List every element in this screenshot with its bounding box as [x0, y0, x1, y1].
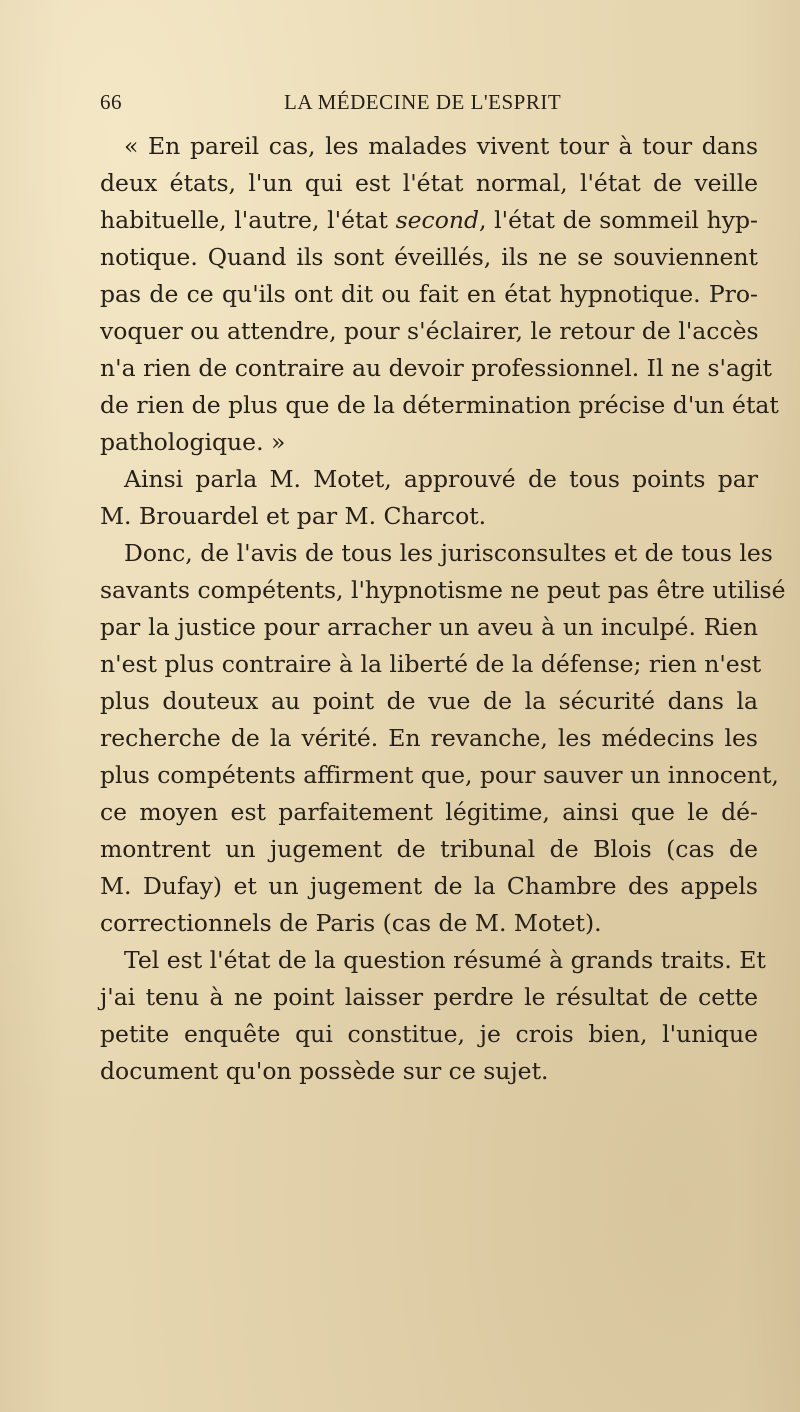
text-line: habituelle, l'autre, l'état second, l'état de sommeil hyp-: [100, 206, 758, 234]
text-line: pathologique. »: [100, 428, 286, 456]
text-line: n'a rien de contraire au devoir professionnel. Il ne s'agit: [100, 354, 772, 382]
text-line: plus compétents affirment que, pour sauver un innocent,: [100, 761, 779, 789]
text-line: recherche de la vérité. En revanche, les médecins les: [100, 724, 758, 752]
text-line: document qu'on possède sur ce sujet.: [100, 1057, 549, 1085]
text-line: petite enquête qui constitue, je crois bien, l'unique: [100, 1020, 758, 1048]
text-line: deux états, l'un qui est l'état normal, l'état de veille: [100, 169, 758, 197]
text-line: par la justice pour arracher un aveu à un inculpé. Rien: [100, 613, 758, 641]
text-line: notique. Quand ils sont éveillés, ils ne se souviennent: [100, 243, 758, 271]
text-line: M. Brouardel et par M. Charcot.: [100, 502, 487, 530]
running-head: [100, 90, 758, 116]
emphasis: second: [395, 206, 480, 234]
text-line: pas de ce qu'ils ont dit ou fait en état hypnotique. Pro-: [100, 280, 758, 308]
text-line: ce moyen est parfaitement légitime, ainsi que le dé-: [100, 798, 758, 826]
text-line: n'est plus contraire à la liberté de la défense; rien n'est: [100, 650, 762, 678]
text-line: « En pareil cas, les malades vivent tour à tour dans: [124, 132, 758, 160]
text-line: plus douteux au point de vue de la sécurité dans la: [100, 687, 758, 715]
text-line: Donc, de l'avis de tous les jurisconsultes et de tous les: [124, 539, 773, 567]
text-line: M. Dufay) et un jugement de la Chambre des appels: [100, 872, 758, 900]
text-line: voquer ou attendre, pour s'éclairer, le retour de l'accès: [100, 317, 759, 345]
page-number: 66: [100, 90, 122, 114]
text-line: de rien de plus que de la détermination précise d'un état: [100, 391, 779, 419]
text-line: Tel est l'état de la question résumé à grands traits. Et: [124, 946, 766, 974]
body-text: [100, 128, 786, 1090]
text-line: correctionnels de Paris (cas de M. Motet).: [100, 909, 602, 937]
text-line: Ainsi parla M. Motet, approuvé de tous points par: [124, 465, 758, 493]
running-title: LA MÉDECINE DE L'ESPRIT: [284, 90, 562, 114]
text-line: savants compétents, l'hypnotisme ne peut pas être utilisé: [100, 576, 786, 604]
text-line: j'ai tenu à ne point laisser perdre le résultat de cette: [100, 983, 758, 1011]
text-line: montrent un jugement de tribunal de Blois (cas de: [100, 835, 758, 863]
